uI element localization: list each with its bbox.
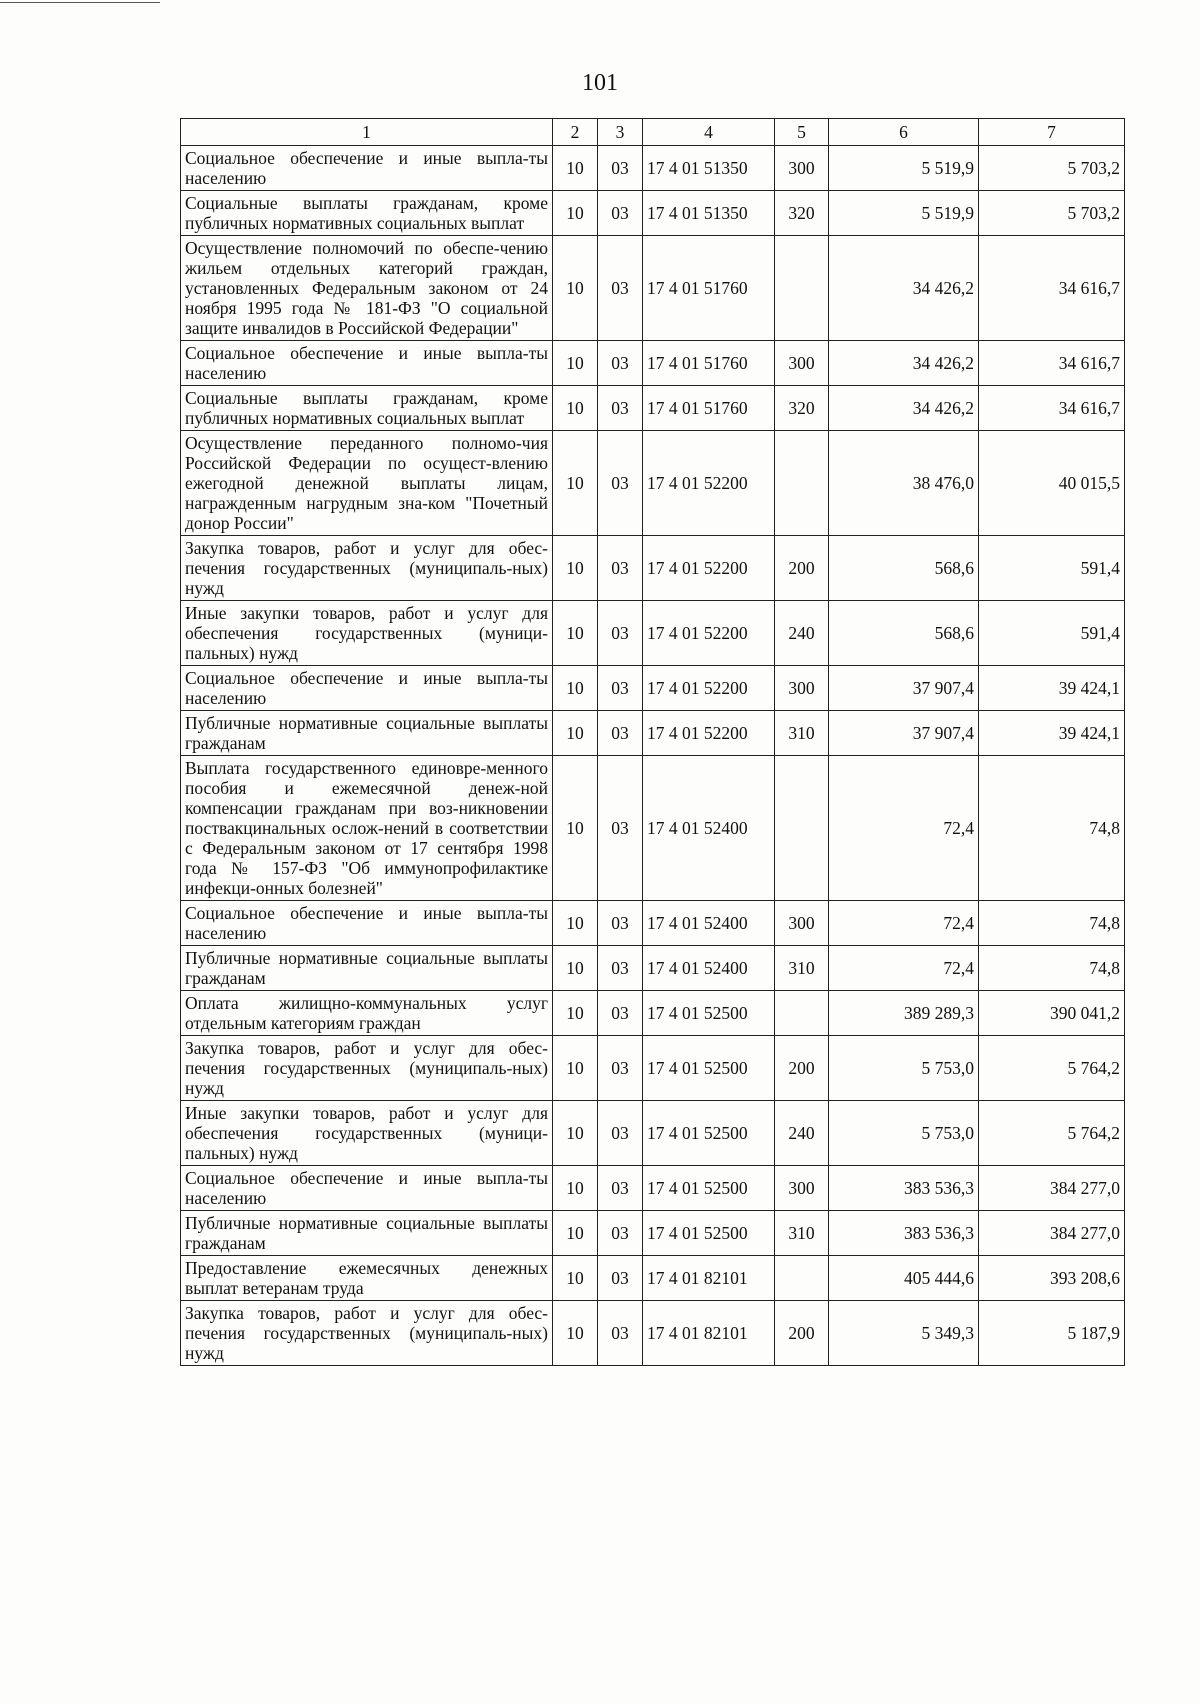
header-col-3: 3	[598, 119, 643, 146]
row-section: 10	[553, 901, 598, 946]
row-name: Социальное обеспечение и иные выпла-ты населению	[181, 1166, 553, 1211]
row-amount-year-1: 5 753,0	[829, 1101, 979, 1166]
row-subsection: 03	[598, 1301, 643, 1366]
row-name: Публичные нормативные социальные выплаты гражданам	[181, 1211, 553, 1256]
row-amount-year-2: 390 041,2	[979, 991, 1125, 1036]
row-target-code: 17 4 01 51760	[643, 236, 775, 341]
row-amount-year-1: 389 289,3	[829, 991, 979, 1036]
table-row	[181, 1211, 1125, 1256]
row-target-code: 17 4 01 51350	[643, 146, 775, 191]
row-section: 10	[553, 146, 598, 191]
row-subsection: 03	[598, 946, 643, 991]
row-amount-year-2: 384 277,0	[979, 1166, 1125, 1211]
row-target-code: 17 4 01 52200	[643, 431, 775, 536]
table-row	[181, 536, 1125, 601]
table-row	[181, 191, 1125, 236]
row-section: 10	[553, 431, 598, 536]
table-row	[181, 1036, 1125, 1101]
row-expense-type: 300	[775, 901, 829, 946]
row-expense-type: 240	[775, 601, 829, 666]
row-amount-year-2: 74,8	[979, 946, 1125, 991]
row-subsection: 03	[598, 756, 643, 901]
row-target-code: 17 4 01 52400	[643, 946, 775, 991]
table-row	[181, 711, 1125, 756]
table-row	[181, 146, 1125, 191]
row-name: Социальное обеспечение и иные выпла-ты населению	[181, 146, 553, 191]
row-amount-year-1: 568,6	[829, 601, 979, 666]
row-subsection: 03	[598, 901, 643, 946]
row-name: Социальные выплаты гражданам, кроме публичных нормативных социальных выплат	[181, 386, 553, 431]
row-subsection: 03	[598, 1101, 643, 1166]
row-amount-year-1: 405 444,6	[829, 1256, 979, 1301]
row-amount-year-1: 34 426,2	[829, 386, 979, 431]
budget-table	[180, 118, 1125, 1366]
row-section: 10	[553, 341, 598, 386]
row-subsection: 03	[598, 431, 643, 536]
row-amount-year-2: 39 424,1	[979, 666, 1125, 711]
row-target-code: 17 4 01 52400	[643, 901, 775, 946]
row-amount-year-1: 5 349,3	[829, 1301, 979, 1366]
row-section: 10	[553, 666, 598, 711]
row-target-code: 17 4 01 52500	[643, 1166, 775, 1211]
table-row	[181, 946, 1125, 991]
row-subsection: 03	[598, 146, 643, 191]
row-target-code: 17 4 01 52400	[643, 756, 775, 901]
row-amount-year-2: 5 187,9	[979, 1301, 1125, 1366]
row-subsection: 03	[598, 1036, 643, 1101]
row-expense-type: 300	[775, 666, 829, 711]
row-target-code: 17 4 01 52200	[643, 711, 775, 756]
row-expense-type: 320	[775, 191, 829, 236]
row-expense-type: 300	[775, 1166, 829, 1211]
row-target-code: 17 4 01 52500	[643, 1036, 775, 1101]
row-subsection: 03	[598, 1256, 643, 1301]
row-amount-year-2: 5 764,2	[979, 1036, 1125, 1101]
row-section: 10	[553, 991, 598, 1036]
row-amount-year-1: 38 476,0	[829, 431, 979, 536]
header-col-5: 5	[775, 119, 829, 146]
row-amount-year-1: 568,6	[829, 536, 979, 601]
row-name: Социальное обеспечение и иные выпла-ты населению	[181, 341, 553, 386]
row-amount-year-1: 34 426,2	[829, 236, 979, 341]
row-subsection: 03	[598, 1166, 643, 1211]
table-row	[181, 341, 1125, 386]
row-amount-year-2: 5 703,2	[979, 191, 1125, 236]
row-subsection: 03	[598, 601, 643, 666]
row-name: Публичные нормативные социальные выплаты гражданам	[181, 946, 553, 991]
row-amount-year-1: 5 753,0	[829, 1036, 979, 1101]
row-amount-year-2: 5 703,2	[979, 146, 1125, 191]
row-subsection: 03	[598, 341, 643, 386]
row-name: Выплата государственного единовре-менного пособия и ежемесячной денеж-ной компенсации гражданам при воз-никновении поствакцинальных ослож-нений в соответствии с Федеральным законом от 17 сентября 1998 года № 157-ФЗ "Об иммунопрофилактике инфекци-онных болезней"	[181, 756, 553, 901]
row-section: 10	[553, 1211, 598, 1256]
row-expense-type	[775, 236, 829, 341]
row-section: 10	[553, 1036, 598, 1101]
row-section: 10	[553, 1301, 598, 1366]
row-expense-type	[775, 756, 829, 901]
row-name: Социальные выплаты гражданам, кроме публичных нормативных социальных выплат	[181, 191, 553, 236]
row-amount-year-2: 384 277,0	[979, 1211, 1125, 1256]
row-target-code: 17 4 01 51760	[643, 386, 775, 431]
row-expense-type	[775, 991, 829, 1036]
row-amount-year-2: 34 616,7	[979, 386, 1125, 431]
row-amount-year-2: 74,8	[979, 756, 1125, 901]
table-row	[181, 666, 1125, 711]
table-row	[181, 431, 1125, 536]
header-col-2: 2	[553, 119, 598, 146]
row-amount-year-1: 34 426,2	[829, 341, 979, 386]
header-row	[181, 119, 1125, 146]
row-amount-year-2: 591,4	[979, 536, 1125, 601]
row-subsection: 03	[598, 666, 643, 711]
row-section: 10	[553, 946, 598, 991]
row-section: 10	[553, 191, 598, 236]
row-amount-year-2: 5 764,2	[979, 1101, 1125, 1166]
table-row	[181, 1101, 1125, 1166]
row-target-code: 17 4 01 51760	[643, 341, 775, 386]
table-row	[181, 991, 1125, 1036]
row-target-code: 17 4 01 51350	[643, 191, 775, 236]
row-expense-type: 320	[775, 386, 829, 431]
row-amount-year-1: 383 536,3	[829, 1211, 979, 1256]
row-subsection: 03	[598, 191, 643, 236]
table-row	[181, 1301, 1125, 1366]
row-amount-year-1: 5 519,9	[829, 146, 979, 191]
scan-edge-line	[0, 2, 160, 3]
row-amount-year-2: 74,8	[979, 901, 1125, 946]
row-expense-type: 310	[775, 946, 829, 991]
row-section: 10	[553, 711, 598, 756]
row-expense-type: 300	[775, 146, 829, 191]
row-subsection: 03	[598, 536, 643, 601]
row-name: Предоставление ежемесячных денежных выплат ветеранам труда	[181, 1256, 553, 1301]
table-row	[181, 236, 1125, 341]
row-name: Оплата жилищно-коммунальных услуг отдельным категориям граждан	[181, 991, 553, 1036]
row-section: 10	[553, 601, 598, 666]
row-target-code: 17 4 01 52500	[643, 1211, 775, 1256]
row-expense-type	[775, 1256, 829, 1301]
row-target-code: 17 4 01 52200	[643, 536, 775, 601]
table-row	[181, 601, 1125, 666]
row-amount-year-1: 72,4	[829, 901, 979, 946]
row-section: 10	[553, 1166, 598, 1211]
table-row	[181, 756, 1125, 901]
table-row	[181, 901, 1125, 946]
row-expense-type: 310	[775, 711, 829, 756]
header-col-4: 4	[643, 119, 775, 146]
row-amount-year-2: 39 424,1	[979, 711, 1125, 756]
row-name: Закупка товаров, работ и услуг для обес-печения государственных (муниципаль-ных) нужд	[181, 536, 553, 601]
table-row	[181, 1256, 1125, 1301]
row-subsection: 03	[598, 1211, 643, 1256]
row-target-code: 17 4 01 52500	[643, 991, 775, 1036]
row-name: Публичные нормативные социальные выплаты гражданам	[181, 711, 553, 756]
header-col-7: 7	[979, 119, 1125, 146]
row-target-code: 17 4 01 52500	[643, 1101, 775, 1166]
row-name: Осуществление переданного полномо-чия Российской Федерации по осущест-влению ежегодной денежной выплаты лицам, награжденным нагрудным зна-ком "Почетный донор России"	[181, 431, 553, 536]
row-amount-year-2: 34 616,7	[979, 236, 1125, 341]
header-col-6: 6	[829, 119, 979, 146]
row-name: Социальное обеспечение и иные выпла-ты населению	[181, 901, 553, 946]
row-subsection: 03	[598, 236, 643, 341]
row-amount-year-2: 34 616,7	[979, 341, 1125, 386]
row-target-code: 17 4 01 82101	[643, 1256, 775, 1301]
row-name: Иные закупки товаров, работ и услуг для обеспечения государственных (муници-пальных) нужд	[181, 1101, 553, 1166]
row-expense-type: 310	[775, 1211, 829, 1256]
row-section: 10	[553, 756, 598, 901]
row-amount-year-2: 40 015,5	[979, 431, 1125, 536]
row-target-code: 17 4 01 52200	[643, 666, 775, 711]
header-col-1: 1	[181, 119, 553, 146]
row-section: 10	[553, 386, 598, 431]
table-row	[181, 1166, 1125, 1211]
row-amount-year-2: 591,4	[979, 601, 1125, 666]
row-name: Социальное обеспечение и иные выпла-ты населению	[181, 666, 553, 711]
row-amount-year-1: 72,4	[829, 756, 979, 901]
row-amount-year-1: 37 907,4	[829, 666, 979, 711]
row-amount-year-2: 393 208,6	[979, 1256, 1125, 1301]
row-expense-type: 200	[775, 536, 829, 601]
row-amount-year-1: 72,4	[829, 946, 979, 991]
row-name: Закупка товаров, работ и услуг для обес-печения государственных (муниципаль-ных) нужд	[181, 1036, 553, 1101]
row-expense-type: 240	[775, 1101, 829, 1166]
row-expense-type	[775, 431, 829, 536]
row-amount-year-1: 5 519,9	[829, 191, 979, 236]
row-subsection: 03	[598, 711, 643, 756]
row-section: 10	[553, 536, 598, 601]
row-subsection: 03	[598, 991, 643, 1036]
row-expense-type: 200	[775, 1036, 829, 1101]
row-section: 10	[553, 1256, 598, 1301]
row-amount-year-1: 383 536,3	[829, 1166, 979, 1211]
row-name: Осуществление полномочий по обеспе-чению жильем отдельных категорий граждан, установленных Федеральным законом от 24 ноября 1995 года № 181-ФЗ "О социальной защите инвалидов в Российской Федерации"	[181, 236, 553, 341]
page-number: 101	[582, 70, 618, 96]
row-section: 10	[553, 1101, 598, 1166]
row-expense-type: 300	[775, 341, 829, 386]
row-subsection: 03	[598, 386, 643, 431]
row-name: Иные закупки товаров, работ и услуг для обеспечения государственных (муници-пальных) нужд	[181, 601, 553, 666]
table-row	[181, 386, 1125, 431]
row-target-code: 17 4 01 52200	[643, 601, 775, 666]
row-section: 10	[553, 236, 598, 341]
row-name: Закупка товаров, работ и услуг для обес-печения государственных (муниципаль-ных) нужд	[181, 1301, 553, 1366]
row-amount-year-1: 37 907,4	[829, 711, 979, 756]
row-expense-type: 200	[775, 1301, 829, 1366]
row-target-code: 17 4 01 82101	[643, 1301, 775, 1366]
